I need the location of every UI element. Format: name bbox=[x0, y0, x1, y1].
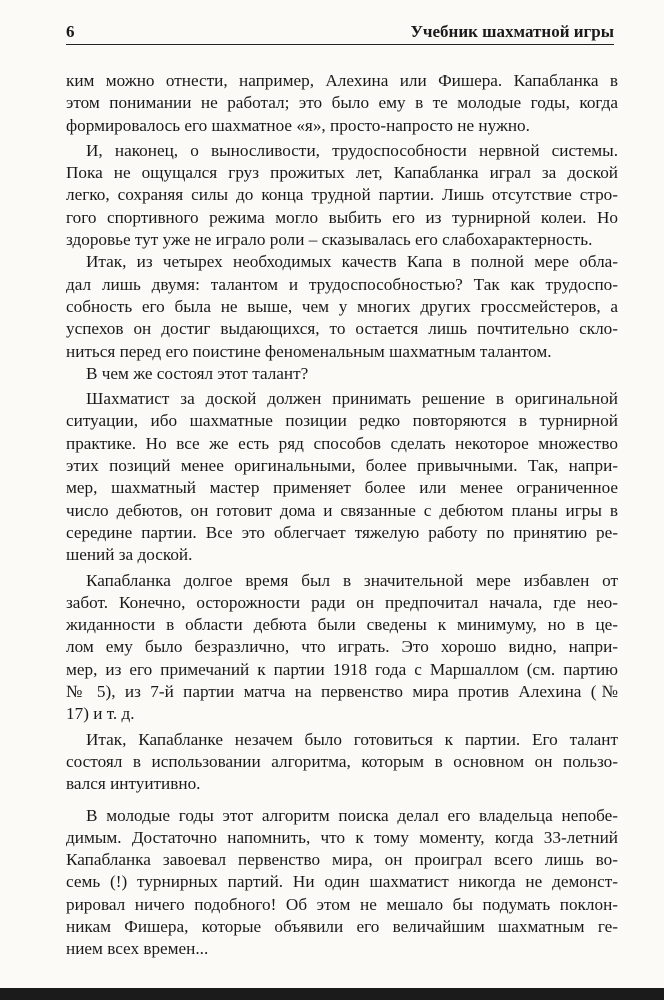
text-line: формировалось его шахматное «я», просто-напросто не нужно. bbox=[66, 115, 530, 135]
text-line: И, наконец, о выносливости, трудоспособности нервной системы. bbox=[86, 140, 618, 160]
page-bottom-edge bbox=[0, 988, 664, 1000]
text-line: легко, сохраняя силы до конца трудной партии. Лишь отсутствие стро- bbox=[66, 185, 618, 205]
text-line: ситуации, ибо шахматные позиции редко повторяются в турнирной bbox=[66, 411, 618, 431]
body-text bbox=[66, 70, 618, 961]
text-line: ниться перед его поистине феноменальным шахматным талантом. bbox=[66, 341, 552, 361]
paragraph bbox=[66, 729, 618, 796]
text-line: здоровье тут уже не играло роли – сказывалась его слабохарактерность. bbox=[66, 230, 593, 250]
text-line: дал лишь двумя: талантом и трудоспособностью? Так как трудоспо- bbox=[66, 274, 618, 294]
text-line: гого спортивного режима могло выбить его из турнирной колеи. Но bbox=[66, 207, 618, 227]
paragraph bbox=[66, 570, 618, 726]
text-line: никам Фишера, которые объявили его величайшим шахматным ге- bbox=[66, 916, 618, 936]
text-line: успехов он достиг выдающихся, то остается лишь почтительно скло- bbox=[66, 319, 618, 339]
text-line: состоял в использовании алгоритма, которым в основном он пользо- bbox=[66, 751, 618, 771]
text-line: Итак, из четырех необходимых качеств Капа в полной мере обла- bbox=[86, 252, 618, 272]
paragraph bbox=[66, 251, 618, 362]
text-line: 17) и т. д. bbox=[66, 704, 135, 724]
text-line: В молодые годы этот алгоритм поиска делал его владельца непобе- bbox=[86, 805, 618, 825]
text-line: Итак, Капабланке незачем было готовиться к партии. Его талант bbox=[86, 729, 618, 749]
paragraph bbox=[66, 388, 618, 566]
text-line: практике. Но все же есть ряд способов сделать некоторое множество bbox=[66, 433, 618, 453]
paragraph bbox=[66, 805, 618, 961]
text-line: вался интуитивно. bbox=[66, 774, 201, 794]
text-line: собность его была не выше, чем у многих других гроссмейстеров, а bbox=[66, 296, 618, 316]
text-line: В чем же состоял этот талант? bbox=[86, 363, 309, 383]
text-line: семь (!) турнирных партий. Ни один шахматист никогда не демонст- bbox=[66, 872, 618, 892]
text-line: мер, шахматный мастер применяет более или менее ограниченное bbox=[66, 478, 618, 498]
text-line: рировал ничего подобного! Об этом не мешало бы подумать поклон- bbox=[66, 894, 618, 914]
text-line: этих позиций менее оригинальными, более привычными. Так, напри- bbox=[66, 456, 618, 476]
paragraph bbox=[66, 363, 618, 385]
text-line: Капабланка завоевал первенство мира, он проиграл всего лишь во- bbox=[66, 850, 618, 870]
text-line: Капабланка долгое время был в значительной мере избавлен от bbox=[86, 570, 618, 590]
paragraph bbox=[66, 140, 618, 251]
text-line: лом ему было безразлично, что играть. Это хорошо видно, напри- bbox=[66, 637, 618, 657]
text-line: забот. Конечно, осторожности ради он предпочитал начала, где нео- bbox=[66, 592, 618, 612]
text-line: середине партии. Все это облегчает тяжелую работу по принятию ре- bbox=[66, 522, 618, 542]
text-line: мер, из его примечаний к партии 1918 года с Маршаллом (см. партию bbox=[66, 659, 618, 679]
text-line: этом понимании не работал; это было ему в те молодые годы, когда bbox=[66, 93, 618, 113]
page-header bbox=[66, 14, 614, 45]
text-line: № 5), из 7-й партии матча на первенство мира против Алехина (№ bbox=[66, 682, 618, 702]
text-line: жиданности в области дебюта были сведены к минимуму, но в це- bbox=[66, 615, 618, 635]
text-line: ким можно отнести, например, Алехина или Фишера. Капабланка в bbox=[66, 71, 618, 90]
text-line: димым. Достаточно напомнить, что к тому моменту, когда 33-летний bbox=[66, 827, 618, 847]
text-line: число дебютов, он готовит дома и связанные с дебютом планы игры в bbox=[66, 500, 618, 520]
text-line: Пока не ощущался груз прожитых лет, Капабланка играл за доской bbox=[66, 163, 618, 183]
paragraph bbox=[66, 70, 618, 137]
running-title: Учебник шахматной игры bbox=[410, 22, 614, 41]
text-line: нием всех времен... bbox=[66, 939, 209, 959]
page-number: 6 bbox=[66, 22, 75, 41]
text-line: шений за доской. bbox=[66, 545, 193, 565]
text-line: Шахматист за доской должен принимать решение в оригинальной bbox=[86, 389, 618, 409]
